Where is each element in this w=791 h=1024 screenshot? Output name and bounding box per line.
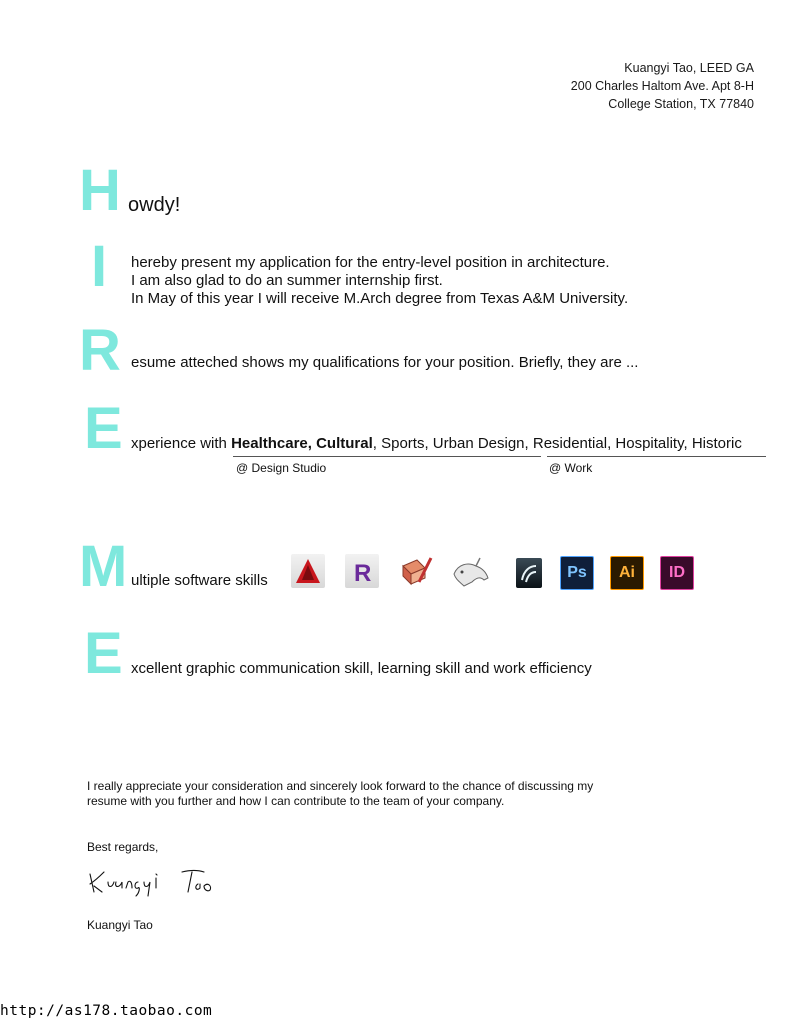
acrostic-letter-i: I (91, 234, 108, 299)
intro-line-2: I am also glad to do an summer internship first. (131, 272, 443, 289)
intro-line-1: hereby present my application for the entry-level position in architecture. (131, 254, 610, 271)
software-line: ultiple software skills (131, 572, 268, 589)
photoshop-icon: Ps (560, 556, 594, 590)
design-studio-label: @ Design Studio (236, 461, 327, 475)
work-label: @ Work (549, 461, 593, 475)
acrostic-letter-e-excellent: E (84, 621, 123, 686)
3dsmax-icon (516, 558, 542, 588)
signer-name: Kuangyi Tao (87, 918, 153, 932)
address-name: Kuangyi Tao, LEED GA (624, 61, 754, 75)
address-city: College Station, TX 77840 (608, 97, 754, 111)
address-street: 200 Charles Haltom Ave. Apt 8-H (570, 79, 754, 93)
indesign-icon: ID (660, 556, 694, 590)
experience-prefix: xperience with (131, 435, 232, 452)
experience-work: Residential, Hospitality, Historic (532, 435, 742, 452)
experience-rest: , Sports, Urban Design, (372, 435, 533, 452)
acrostic-letter-e-experience: E (84, 396, 123, 461)
resume-line: esume atteched shows my qualifications for your position. Briefly, they are ... (131, 354, 639, 371)
excellent-line: xcellent graphic communication skill, learning skill and work efficiency (131, 660, 592, 677)
acrostic-letter-m: M (79, 534, 128, 599)
sender-address (571, 59, 754, 113)
studio-underline (233, 456, 541, 457)
autocad-icon (291, 554, 325, 588)
greeting: owdy! (128, 194, 181, 216)
acrostic-letter-h: H (79, 158, 121, 223)
experience-line (131, 435, 742, 452)
sketchup-icon (399, 554, 433, 588)
acrostic-letter-r: R (79, 318, 121, 383)
closing-line-1: I really appreciate your consideration and sincerely look forward to the chance of discussing my (87, 779, 594, 793)
experience-bold: Healthcare, Cultural (231, 435, 373, 452)
revit-icon (345, 554, 379, 588)
footer-url[interactable]: http://as178.taobao.com (0, 1003, 213, 1019)
best-regards: Best regards, (87, 840, 159, 854)
handwritten-signature (86, 864, 226, 903)
svg-text:R: R (354, 560, 372, 586)
work-underline (547, 456, 766, 457)
rhino-icon (450, 552, 492, 592)
closing-line-2: resume with you further and how I can contribute to the team of your company. (87, 794, 505, 808)
intro-line-3: In May of this year I will receive M.Arch degree from Texas A&M University. (131, 290, 629, 307)
illustrator-icon: Ai (610, 556, 644, 590)
